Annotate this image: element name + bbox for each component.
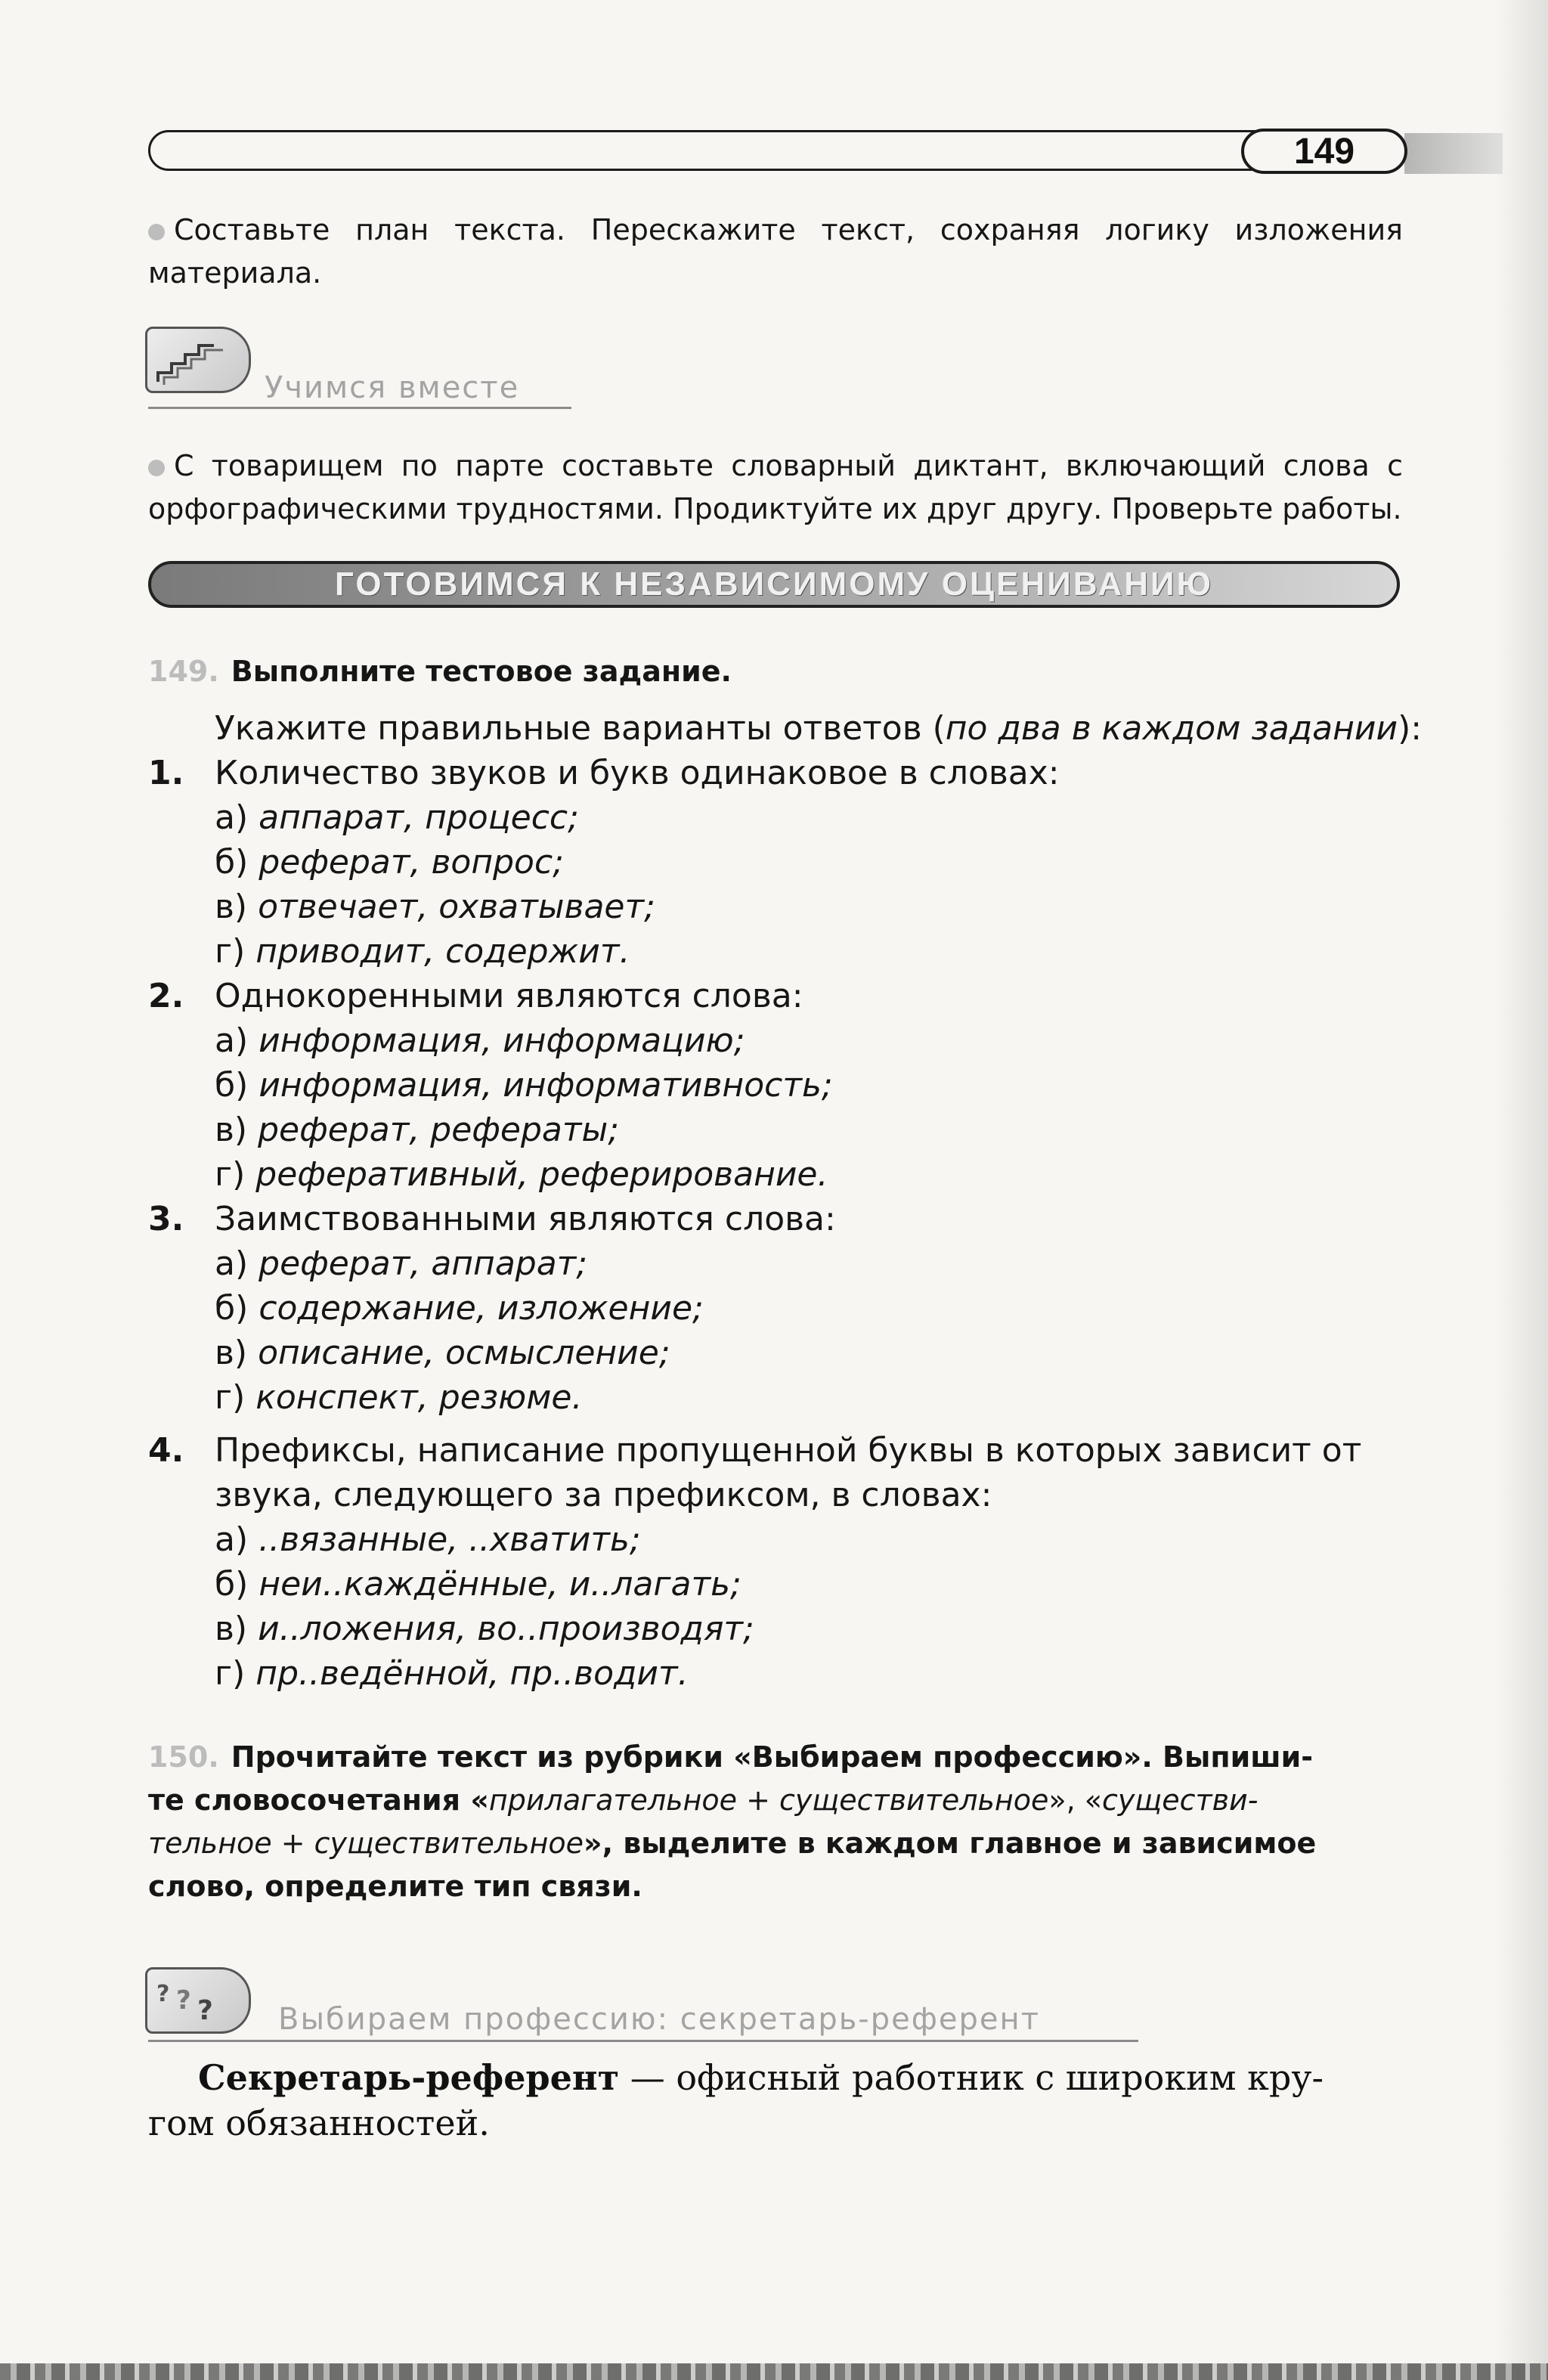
instruction-start: Укажите правильные варианты ответов ( (215, 709, 946, 748)
answer-option (215, 1241, 587, 1286)
option-text: информация, информацию; (259, 1021, 745, 1060)
question-text-line2: звука, следующего за префиксом, в словах: (215, 1476, 992, 1514)
svg-text:?: ? (197, 1995, 213, 2026)
answer-option (215, 1063, 833, 1108)
question-text: Заимствованными являются слова: (215, 1200, 836, 1238)
exercise-150-text: », выделите в каждом главное и зависимое (584, 1827, 1317, 1860)
option-letter: б) (215, 1565, 249, 1604)
option-text: реферативный, реферирование. (255, 1155, 828, 1194)
option-letter: в) (215, 1334, 248, 1372)
exercise-150-italic: прилагательное + существительное (488, 1783, 1049, 1817)
exercise-150-text: Прочитайте текст из рубрики «Выбираем профессию». Выпиши- (231, 1740, 1313, 1774)
page-edge-shadow (1495, 0, 1548, 2380)
page-bottom-edge (0, 2363, 1548, 2380)
bullet-icon (148, 460, 165, 476)
option-text: и..ложения, во..производят; (258, 1610, 754, 1648)
answer-option (215, 1517, 641, 1562)
bullet-icon (148, 224, 165, 240)
rubric-title-profession: Выбираем профессию: секретарь-референт (278, 2002, 1040, 2037)
option-text: отвечает, охватывает; (258, 888, 655, 926)
option-text: реферат, аппарат; (259, 1244, 588, 1283)
question-text: Количество звуков и букв одинаковое в словах: (215, 754, 1060, 792)
stairs-icon (145, 327, 251, 393)
option-text: реферат, рефераты; (258, 1111, 620, 1149)
option-text: содержание, изложение; (259, 1289, 704, 1328)
option-text: ..вязанные, ..хватить; (259, 1520, 641, 1559)
exercise-150-line1 (148, 1736, 1403, 1779)
exercise-150-text: те словосочетания « (148, 1783, 489, 1817)
exercise-149-header (148, 650, 732, 693)
option-text: конспект, резюме. (255, 1378, 583, 1417)
option-letter: в) (215, 1111, 248, 1149)
question-text-line1: Префиксы, написание пропущенной буквы в которых зависит от (215, 1431, 1362, 1470)
answer-option (215, 1152, 828, 1197)
svg-text:?: ? (156, 1981, 170, 2007)
intro-task-text: Составьте план текста. Перескажите текст, сохраняя логику изложения материала. (148, 213, 1403, 290)
question-number: 2. (148, 977, 184, 1015)
instruction-italic: по два в каждом задании (945, 709, 1398, 748)
answer-option (215, 1286, 704, 1331)
section-banner (148, 561, 1400, 608)
exercise-title: Выполните тестовое задание. (231, 655, 732, 688)
option-letter: б) (215, 1066, 249, 1105)
rubric-underline (148, 407, 571, 409)
exercise-150-line3 (148, 1822, 1316, 1865)
profession-definition: — офисный работник с широким кру- (619, 2057, 1324, 2098)
exercise-150-italic: существи- (1102, 1783, 1259, 1817)
instruction-end: ): (1398, 709, 1423, 748)
answer-option (215, 885, 655, 929)
answer-option (215, 1375, 582, 1420)
profession-term: Секретарь-референт (198, 2057, 620, 2098)
exercise-150-line4: слово, определите тип связи. (148, 1870, 642, 1903)
profession-definition-line1 (198, 2055, 1324, 2100)
question-text: Однокоренными являются слова: (215, 977, 803, 1015)
study-together-task (148, 445, 1403, 531)
option-text: пр..ведённой, пр..водит. (255, 1654, 689, 1693)
option-text: описание, осмысление; (258, 1334, 670, 1372)
option-letter: б) (215, 1289, 249, 1328)
answer-option (215, 795, 579, 840)
option-letter: в) (215, 888, 248, 926)
header-shade (1404, 133, 1503, 174)
option-letter: г) (215, 1155, 246, 1194)
rubric-title-study-together: Учимся вместе (265, 370, 520, 405)
answer-option (215, 929, 630, 974)
answer-option (215, 1018, 745, 1063)
page-number: 149 (1241, 129, 1407, 174)
answer-option (215, 1331, 670, 1375)
option-text: информация, информативность; (259, 1066, 833, 1105)
answer-option (215, 1562, 741, 1607)
option-letter: а) (215, 1520, 249, 1559)
option-letter: в) (215, 1610, 248, 1648)
answer-option (215, 1651, 689, 1696)
option-letter: г) (215, 1378, 246, 1417)
exercise-150-line2 (148, 1779, 1258, 1822)
question-number: 3. (148, 1200, 184, 1238)
option-letter: г) (215, 932, 246, 971)
option-text: неи..каждённые, и..лагать; (259, 1565, 741, 1604)
intro-task (148, 209, 1403, 295)
answer-option (215, 1108, 619, 1152)
study-together-task-text: С товарищем по парте составьте словарный диктант, включающий слова с орфографическими трудностями. Продиктуйте их друг другу. Проверьте работы. (148, 449, 1403, 525)
option-text: аппарат, процесс; (259, 798, 579, 837)
exercise-149-instruction (215, 706, 1422, 751)
answer-option (215, 1607, 754, 1651)
question-number: 1. (148, 754, 184, 792)
answer-option (215, 840, 564, 885)
option-text: реферат, вопрос; (259, 843, 564, 882)
option-letter: г) (215, 1654, 246, 1693)
exercise-number: 150. (148, 1740, 219, 1774)
section-banner-title: ГОТОВИМСЯ К НЕЗАВИСИМОМУ ОЦЕНИВАНИЮ (335, 566, 1213, 603)
option-letter: б) (215, 843, 249, 882)
exercise-number: 149. (148, 655, 219, 688)
exercise-150-text: », « (1048, 1783, 1103, 1817)
option-letter: а) (215, 1021, 249, 1060)
rubric-underline (148, 2040, 1138, 2042)
question-marks-icon (145, 1967, 251, 2034)
option-letter: а) (215, 798, 249, 837)
exercise-150-italic: тельное + существительное (148, 1827, 584, 1860)
option-text: приводит, содержит. (255, 932, 630, 971)
option-letter: а) (215, 1244, 249, 1283)
header-rule (148, 130, 1404, 171)
profession-definition-line2: гом обязанностей. (148, 2103, 490, 2143)
question-number: 4. (148, 1431, 184, 1470)
svg-text:?: ? (176, 1985, 191, 2016)
